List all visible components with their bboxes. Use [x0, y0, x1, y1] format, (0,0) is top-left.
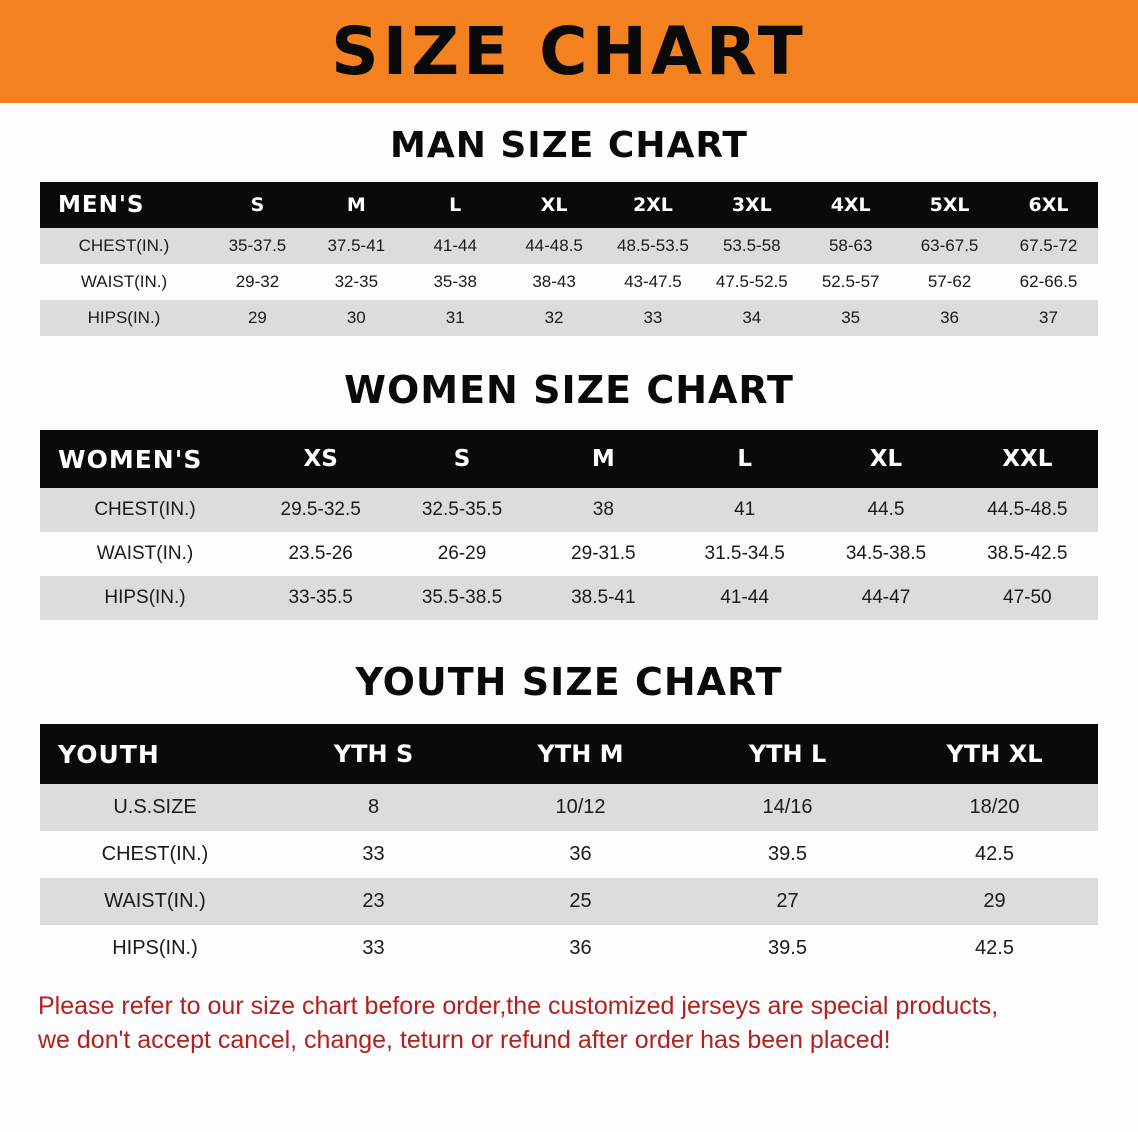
column-header: M: [533, 430, 674, 488]
table-cell: 31: [406, 300, 505, 336]
table-cell: 36: [477, 925, 684, 972]
column-header: XS: [250, 430, 391, 488]
table-cell: 42.5: [891, 831, 1098, 878]
table-cell: 44-47: [815, 576, 956, 620]
table-cell: 42.5: [891, 925, 1098, 972]
column-header: S: [208, 182, 307, 228]
table-header-row: [40, 724, 1098, 784]
women-table-wrap: [40, 430, 1098, 620]
table-cell: 29.5-32.5: [250, 488, 391, 532]
table-cell: 39.5: [684, 925, 891, 972]
column-header: 4XL: [801, 182, 900, 228]
column-header: L: [406, 182, 505, 228]
row-label: CHEST(IN.): [40, 831, 270, 878]
column-header: 6XL: [999, 182, 1098, 228]
table-cell: 34: [702, 300, 801, 336]
table-cell: 32.5-35.5: [391, 488, 532, 532]
column-header: YTH L: [684, 724, 891, 784]
table-row: [40, 488, 1098, 532]
table-cell: 47-50: [957, 576, 1098, 620]
disclaimer-line-2: we don't accept cancel, change, teturn or refund after order has been placed!: [38, 1025, 891, 1054]
table-cell: 44.5: [815, 488, 956, 532]
table-cell: 41-44: [674, 576, 815, 620]
banner-title: SIZE CHART: [331, 12, 807, 90]
table-row: [40, 878, 1098, 925]
table-cell: 29: [208, 300, 307, 336]
table-row: [40, 831, 1098, 878]
row-label: WAIST(IN.): [40, 264, 208, 300]
table-cell: 33: [270, 831, 477, 878]
table-cell: 67.5-72: [999, 228, 1098, 264]
row-label: U.S.SIZE: [40, 784, 270, 831]
table-cell: 57-62: [900, 264, 999, 300]
table-cell: 44-48.5: [505, 228, 604, 264]
table-row: [40, 300, 1098, 336]
column-header: YTH XL: [891, 724, 1098, 784]
table-cell: 31.5-34.5: [674, 532, 815, 576]
table-cell: 23: [270, 878, 477, 925]
youth-size-table: [40, 724, 1098, 972]
row-label-header: YOUTH: [40, 724, 270, 784]
table-cell: 37.5-41: [307, 228, 406, 264]
table-cell: 58-63: [801, 228, 900, 264]
row-label-header: MEN'S: [40, 182, 208, 228]
table-cell: 35: [801, 300, 900, 336]
man-section-title: MAN SIZE CHART: [390, 125, 748, 166]
table-cell: 29: [891, 878, 1098, 925]
row-label: WAIST(IN.): [40, 878, 270, 925]
table-cell: 37: [999, 300, 1098, 336]
table-cell: 39.5: [684, 831, 891, 878]
table-cell: 33: [270, 925, 477, 972]
table-row: [40, 532, 1098, 576]
table-cell: 41: [674, 488, 815, 532]
table-cell: 43-47.5: [604, 264, 703, 300]
table-cell: 34.5-38.5: [815, 532, 956, 576]
column-header: 2XL: [604, 182, 703, 228]
table-cell: 8: [270, 784, 477, 831]
table-cell: 35-38: [406, 264, 505, 300]
column-header: YTH M: [477, 724, 684, 784]
row-label: WAIST(IN.): [40, 532, 250, 576]
column-header: XXL: [957, 430, 1098, 488]
youth-table-wrap: [40, 724, 1098, 972]
table-cell: 38-43: [505, 264, 604, 300]
table-cell: 26-29: [391, 532, 532, 576]
women-section-title: WOMEN SIZE CHART: [344, 368, 794, 412]
table-cell: 33-35.5: [250, 576, 391, 620]
table-row: [40, 925, 1098, 972]
table-cell: 33: [604, 300, 703, 336]
table-cell: 32: [505, 300, 604, 336]
column-header: XL: [505, 182, 604, 228]
table-cell: 52.5-57: [801, 264, 900, 300]
table-cell: 29-31.5: [533, 532, 674, 576]
table-cell: 53.5-58: [702, 228, 801, 264]
disclaimer-line-1: Please refer to our size chart before order,the customized jerseys are special products,: [38, 992, 999, 1020]
table-header-row: [40, 182, 1098, 228]
table-cell: 23.5-26: [250, 532, 391, 576]
banner: [0, 0, 1138, 103]
women-table-head: [40, 430, 1098, 488]
youth-section-title: YOUTH SIZE CHART: [355, 660, 783, 704]
table-cell: 18/20: [891, 784, 1098, 831]
table-cell: 62-66.5: [999, 264, 1098, 300]
table-cell: 38.5-41: [533, 576, 674, 620]
table-header-row: [40, 430, 1098, 488]
man-size-table: [40, 182, 1098, 336]
row-label: HIPS(IN.): [40, 300, 208, 336]
table-cell: 38: [533, 488, 674, 532]
women-table-body: [40, 488, 1098, 620]
column-header: S: [391, 430, 532, 488]
man-table-wrap: [40, 182, 1098, 336]
disclaimer-note: [38, 990, 1100, 1058]
row-label-header: WOMEN'S: [40, 430, 250, 488]
man-table-body: [40, 228, 1098, 336]
women-size-table: [40, 430, 1098, 620]
row-label: CHEST(IN.): [40, 228, 208, 264]
table-cell: 35-37.5: [208, 228, 307, 264]
column-header: 5XL: [900, 182, 999, 228]
table-cell: 36: [477, 831, 684, 878]
youth-table-head: [40, 724, 1098, 784]
youth-table-body: [40, 784, 1098, 972]
table-cell: 25: [477, 878, 684, 925]
row-label: CHEST(IN.): [40, 488, 250, 532]
column-header: YTH S: [270, 724, 477, 784]
column-header: XL: [815, 430, 956, 488]
table-cell: 48.5-53.5: [604, 228, 703, 264]
table-cell: 41-44: [406, 228, 505, 264]
column-header: M: [307, 182, 406, 228]
table-cell: 27: [684, 878, 891, 925]
table-cell: 32-35: [307, 264, 406, 300]
table-cell: 14/16: [684, 784, 891, 831]
column-header: L: [674, 430, 815, 488]
table-cell: 29-32: [208, 264, 307, 300]
table-row: [40, 576, 1098, 620]
table-cell: 35.5-38.5: [391, 576, 532, 620]
table-row: [40, 264, 1098, 300]
column-header: 3XL: [702, 182, 801, 228]
man-table-head: [40, 182, 1098, 228]
table-cell: 30: [307, 300, 406, 336]
table-cell: 47.5-52.5: [702, 264, 801, 300]
table-cell: 10/12: [477, 784, 684, 831]
row-label: HIPS(IN.): [40, 576, 250, 620]
table-cell: 44.5-48.5: [957, 488, 1098, 532]
table-row: [40, 228, 1098, 264]
table-cell: 38.5-42.5: [957, 532, 1098, 576]
table-cell: 36: [900, 300, 999, 336]
table-cell: 63-67.5: [900, 228, 999, 264]
row-label: HIPS(IN.): [40, 925, 270, 972]
table-row: [40, 784, 1098, 831]
